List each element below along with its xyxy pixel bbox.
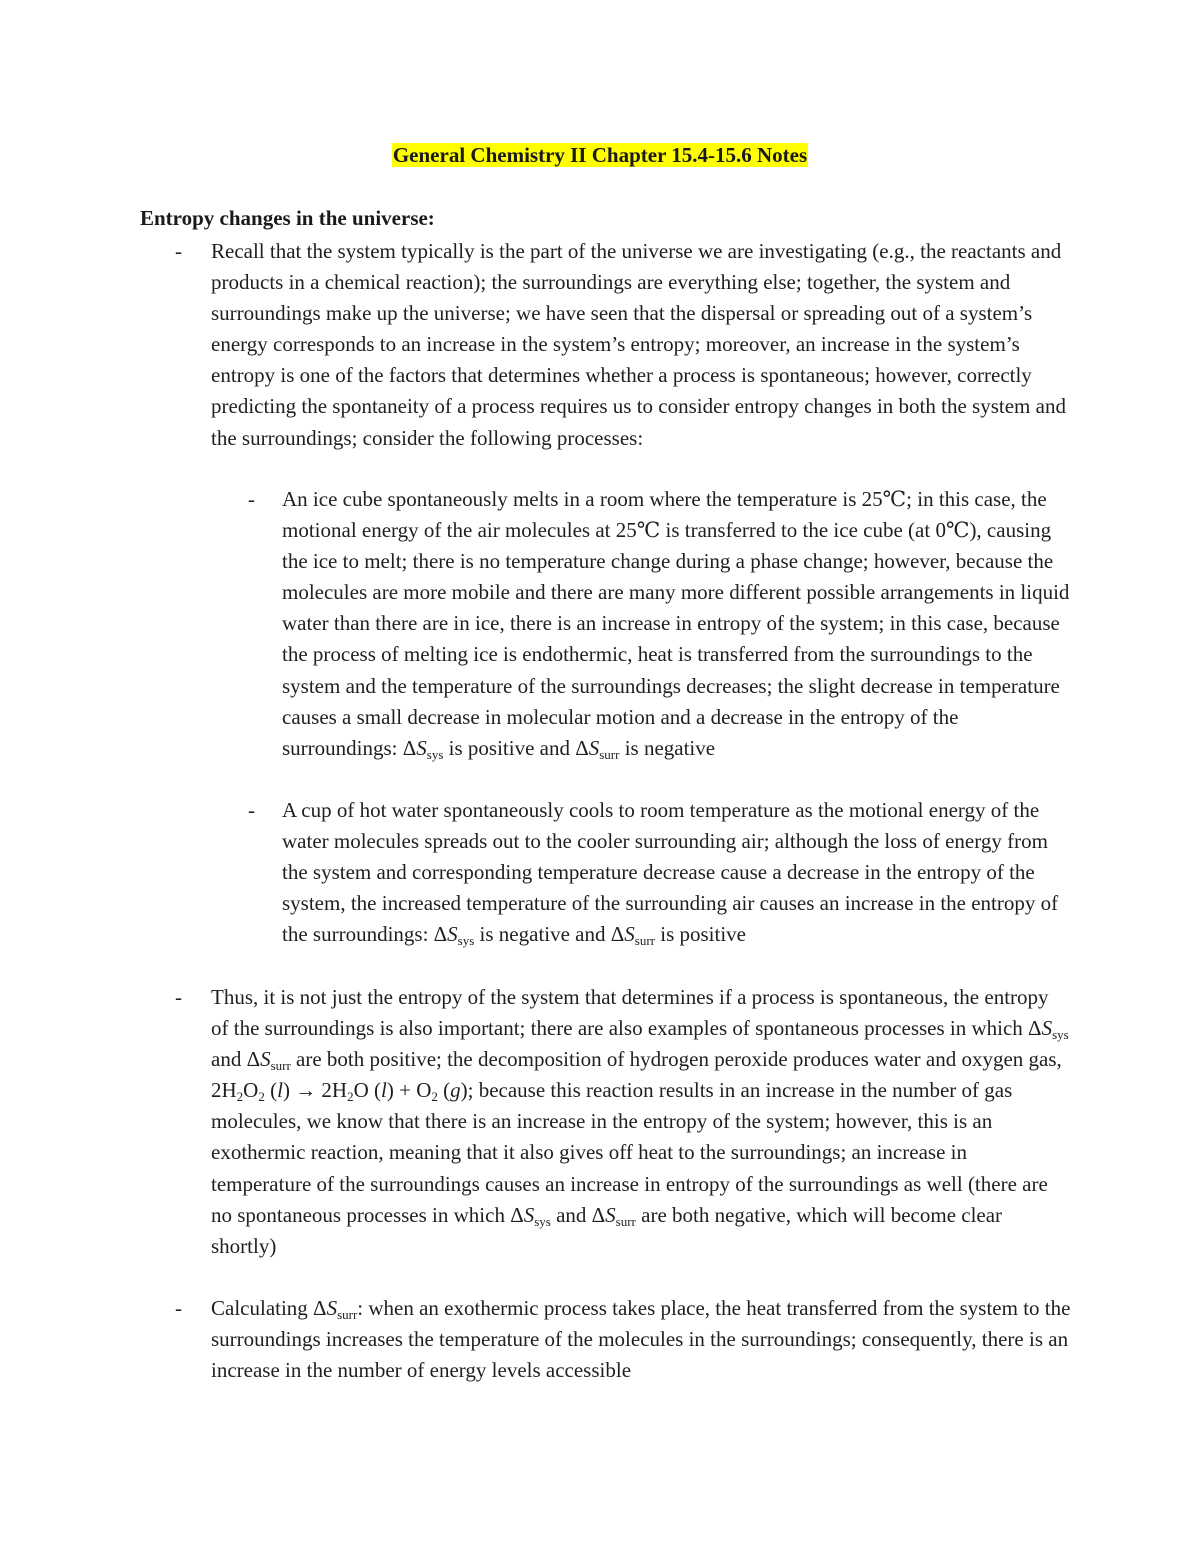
sub-bullet-dash: -	[248, 487, 255, 511]
sub-bullet-text: An ice cube spontaneously melts in a room where the temperature is 25℃; in this case, the motional energy of the air molecules at 25℃ is transferred to the ice cube (at 0℃), causing the ice to melt; there is no temperature change during a phase change; however, because the molecules are more mobile and there are many more different possible arrangements in liquid water than there are in ice, there is an increase in entropy of the system; in this case, because the process of melting ice is endothermic, heat is transferred from the surroundings to the system and the temperature of the surroundings decreases; the slight decrease in temperature causes a small decrease in molecular motion and a decrease in the entropy of the surroundings: $\Delta S_{sys}$ is positive and $\Delta S_{surr}$ is negative	[282, 487, 1070, 762]
bullet-dash: -	[175, 239, 182, 263]
bullet-text: Thus, it is not just the entropy of the system that determines if a process is spontaneous, the entropy of the surroundings is also important; there are also examples of spontaneous processes in which $\Delta S_{sys}$ and $\Delta S_{surr}$ are both positive; the decomposition of hydrogen peroxide produces water and oxygen gas, $2H_2O_2$ $(l) \to 2H_2O$ $(l) + O_2$ (g); because this reaction results in an increase in the number of gas molecules, we know that there is an increase in the entropy of the system; however, this is an exothermic reaction, meaning that it also gives off heat to the surroundings; an increase in temperature of the surroundings causes an increase in entropy of the surroundings as well (there are no spontaneous processes in which $\Delta S_{sys}$ and $\Delta S_{surr}$ are both negative, which will become clear shortly)	[211, 985, 1069, 1258]
document-title: General Chemistry II Chapter 15.4-15.6 Notes	[392, 143, 808, 167]
sub-bullet-dash: -	[248, 798, 255, 822]
bullet-text: Recall that the system typically is the part of the universe we are investigating (e.g., the reactants and products in a chemical reaction); the surroundings are everything else; together, the system and surroundings make up the universe; we have seen that the dispersal or spreading out of a system’s energy corresponds to an increase in the system’s entropy; moreover, an increase in the system’s entropy is one of the factors that determines whether a process is spontaneous; however, correctly predicting the spontaneity of a process requires us to consider entropy changes in both the system and the surroundings; consider the following processes:	[211, 239, 1066, 450]
bullet-text: Calculating $\Delta S_{surr}$: when an exothermic process takes place, the heat transferred from the system to the surroundings increases the temperature of the molecules in the surroundings; consequently, there is an increase in the number of energy levels accessible	[211, 1296, 1071, 1383]
sub-bullet-text: A cup of hot water spontaneously cools to room temperature as the motional energy of the water molecules spreads out to the cooler surrounding air; although the loss of energy from the system and corresponding temperature decrease cause a decrease in the entropy of the system, the increased temperature of the surrounding air causes an increase in the entropy of the surroundings: $\Delta S_{sys}$ is negative and $\Delta S_{surr}$ is positive	[282, 798, 1059, 949]
bullet-dash: -	[175, 985, 182, 1009]
bullet-dash: -	[175, 1296, 182, 1320]
title-wrap	[0, 140, 1200, 171]
section-heading: Entropy changes in the universe:	[140, 206, 435, 230]
